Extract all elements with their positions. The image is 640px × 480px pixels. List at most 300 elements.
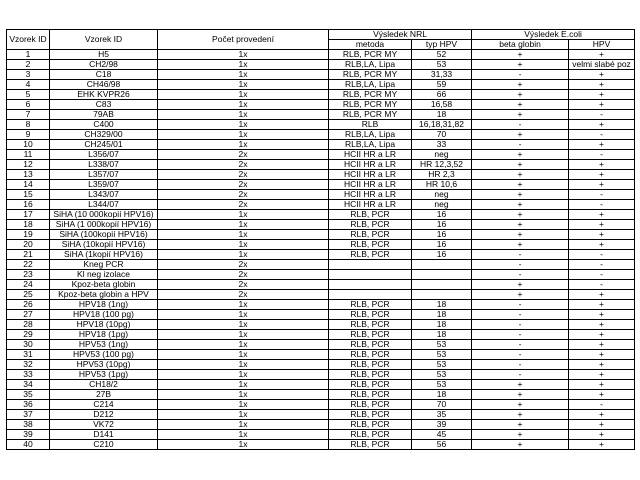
cell-sample-id: 7 bbox=[7, 110, 50, 120]
cell-run-count: 1x bbox=[158, 60, 329, 70]
cell-sample-id: 20 bbox=[7, 240, 50, 250]
cell-sample-id: 37 bbox=[7, 410, 50, 420]
table-row bbox=[7, 150, 635, 160]
cell-hpv-type: neg bbox=[412, 190, 472, 200]
table-row bbox=[7, 260, 635, 270]
table-row bbox=[7, 270, 635, 280]
cell-method: RLB, PCR bbox=[329, 380, 412, 390]
cell-method: RLB,LA, Lipa bbox=[329, 140, 412, 150]
cell-hpv-type: 16 bbox=[412, 220, 472, 230]
cell-sample-id: 10 bbox=[7, 140, 50, 150]
cell-beta-globin: + bbox=[472, 400, 569, 410]
cell-hpv: + bbox=[569, 320, 635, 330]
cell-beta-globin: - bbox=[472, 350, 569, 360]
cell-hpv-type: 52 bbox=[412, 50, 472, 60]
cell-method: RLB,LA, Lipa bbox=[329, 60, 412, 70]
cell-beta-globin: + bbox=[472, 420, 569, 430]
table-row bbox=[7, 160, 635, 170]
cell-method: RLB, PCR MY bbox=[329, 90, 412, 100]
col-header-beta-globin: beta globin bbox=[472, 40, 569, 50]
cell-beta-globin: + bbox=[472, 210, 569, 220]
cell-sample-name: HPV18 (1ng) bbox=[50, 300, 158, 310]
cell-hpv-type: 18 bbox=[412, 320, 472, 330]
cell-sample-id: 22 bbox=[7, 260, 50, 270]
cell-beta-globin: - bbox=[472, 120, 569, 130]
cell-sample-name: Kpoz-beta globin bbox=[50, 280, 158, 290]
cell-hpv: - bbox=[569, 280, 635, 290]
cell-hpv: - bbox=[569, 150, 635, 160]
cell-sample-name: CH46/98 bbox=[50, 80, 158, 90]
cell-run-count: 2x bbox=[158, 290, 329, 300]
cell-hpv-type bbox=[412, 290, 472, 300]
cell-sample-id: 29 bbox=[7, 330, 50, 340]
cell-hpv-type: 18 bbox=[412, 330, 472, 340]
cell-run-count: 1x bbox=[158, 210, 329, 220]
cell-hpv: + bbox=[569, 170, 635, 180]
table-row bbox=[7, 370, 635, 380]
cell-hpv-type: 18 bbox=[412, 300, 472, 310]
cell-method: RLB, PCR bbox=[329, 330, 412, 340]
cell-sample-id: 38 bbox=[7, 420, 50, 430]
cell-method: RLB, PCR bbox=[329, 360, 412, 370]
cell-sample-name: CH245/01 bbox=[50, 140, 158, 150]
cell-sample-name: L343/07 bbox=[50, 190, 158, 200]
cell-method: RLB, PCR bbox=[329, 300, 412, 310]
cell-hpv-type: 53 bbox=[412, 340, 472, 350]
cell-sample-id: 33 bbox=[7, 370, 50, 380]
table-row bbox=[7, 310, 635, 320]
cell-hpv-type: 16,58 bbox=[412, 100, 472, 110]
cell-hpv-type: 16,18,31,82 bbox=[412, 120, 472, 130]
table-row bbox=[7, 190, 635, 200]
cell-method: RLB,LA, Lipa bbox=[329, 130, 412, 140]
cell-hpv-type: neg bbox=[412, 150, 472, 160]
cell-beta-globin: + bbox=[472, 80, 569, 90]
cell-run-count: 1x bbox=[158, 50, 329, 60]
cell-sample-name: L344/07 bbox=[50, 200, 158, 210]
cell-hpv-type bbox=[412, 270, 472, 280]
cell-method: RLB, PCR MY bbox=[329, 100, 412, 110]
cell-method: RLB, PCR bbox=[329, 320, 412, 330]
table-row bbox=[7, 200, 635, 210]
cell-sample-id: 26 bbox=[7, 300, 50, 310]
col-header-sample-id: Vzorek ID bbox=[7, 30, 50, 50]
cell-beta-globin: + bbox=[472, 390, 569, 400]
cell-beta-globin: + bbox=[472, 150, 569, 160]
cell-sample-id: 11 bbox=[7, 150, 50, 160]
cell-run-count: 1x bbox=[158, 240, 329, 250]
cell-sample-id: 40 bbox=[7, 440, 50, 450]
cell-sample-name: L357/07 bbox=[50, 170, 158, 180]
cell-sample-name: EHK KVPR26 bbox=[50, 90, 158, 100]
table-row bbox=[7, 170, 635, 180]
cell-beta-globin: - bbox=[472, 260, 569, 270]
cell-hpv: + bbox=[569, 120, 635, 130]
cell-run-count: 1x bbox=[158, 70, 329, 80]
table-row bbox=[7, 340, 635, 350]
col-header-run-count: Počet provedení bbox=[158, 30, 329, 50]
cell-sample-name: Kneg PCR bbox=[50, 260, 158, 270]
cell-sample-id: 35 bbox=[7, 390, 50, 400]
cell-sample-name: SiHA (100kopií HPV16) bbox=[50, 230, 158, 240]
cell-method: RLB, PCR bbox=[329, 440, 412, 450]
cell-method: RLB,LA, Lipa bbox=[329, 80, 412, 90]
cell-run-count: 1x bbox=[158, 440, 329, 450]
cell-beta-globin: + bbox=[472, 280, 569, 290]
cell-run-count: 1x bbox=[158, 360, 329, 370]
cell-sample-name: C83 bbox=[50, 100, 158, 110]
cell-run-count: 2x bbox=[158, 180, 329, 190]
cell-run-count: 2x bbox=[158, 150, 329, 160]
cell-sample-id: 9 bbox=[7, 130, 50, 140]
cell-sample-id: 18 bbox=[7, 220, 50, 230]
cell-sample-id: 27 bbox=[7, 310, 50, 320]
cell-sample-name: HPV53 (1ng) bbox=[50, 340, 158, 350]
cell-sample-id: 1 bbox=[7, 50, 50, 60]
table-row bbox=[7, 330, 635, 340]
cell-method: RLB, PCR bbox=[329, 410, 412, 420]
cell-hpv: + bbox=[569, 440, 635, 450]
cell-run-count: 1x bbox=[158, 340, 329, 350]
cell-hpv: + bbox=[569, 290, 635, 300]
cell-sample-id: 5 bbox=[7, 90, 50, 100]
cell-sample-id: 39 bbox=[7, 430, 50, 440]
cell-sample-name: SiHA (10 000kopií HPV16) bbox=[50, 210, 158, 220]
cell-method: HCII HR a LR bbox=[329, 170, 412, 180]
cell-beta-globin: + bbox=[472, 440, 569, 450]
cell-sample-name: L338/07 bbox=[50, 160, 158, 170]
cell-method: RLB, PCR bbox=[329, 400, 412, 410]
cell-hpv-type: 59 bbox=[412, 80, 472, 90]
cell-method bbox=[329, 270, 412, 280]
cell-hpv: + bbox=[569, 340, 635, 350]
cell-beta-globin: + bbox=[472, 180, 569, 190]
cell-sample-id: 24 bbox=[7, 280, 50, 290]
cell-method bbox=[329, 260, 412, 270]
cell-sample-id: 36 bbox=[7, 400, 50, 410]
cell-run-count: 1x bbox=[158, 120, 329, 130]
table-row bbox=[7, 50, 635, 60]
cell-beta-globin: + bbox=[472, 430, 569, 440]
cell-hpv: + bbox=[569, 390, 635, 400]
cell-hpv: + bbox=[569, 330, 635, 340]
cell-beta-globin: + bbox=[472, 170, 569, 180]
cell-sample-name: 79AB bbox=[50, 110, 158, 120]
results-table bbox=[6, 29, 635, 450]
cell-hpv-type: 53 bbox=[412, 360, 472, 370]
cell-hpv-type: 16 bbox=[412, 240, 472, 250]
table-row bbox=[7, 90, 635, 100]
cell-hpv-type: 66 bbox=[412, 90, 472, 100]
cell-hpv: + bbox=[569, 240, 635, 250]
cell-hpv: - bbox=[569, 270, 635, 280]
cell-hpv-type: 35 bbox=[412, 410, 472, 420]
cell-sample-name: C400 bbox=[50, 120, 158, 130]
cell-sample-name: Kpoz-beta globin a HPV bbox=[50, 290, 158, 300]
cell-sample-id: 25 bbox=[7, 290, 50, 300]
cell-beta-globin: - bbox=[472, 270, 569, 280]
cell-method: RLB, PCR bbox=[329, 250, 412, 260]
cell-sample-id: 34 bbox=[7, 380, 50, 390]
cell-beta-globin: + bbox=[472, 160, 569, 170]
table-row bbox=[7, 290, 635, 300]
table-row bbox=[7, 440, 635, 450]
cell-hpv-type: 18 bbox=[412, 110, 472, 120]
cell-sample-name: D141 bbox=[50, 430, 158, 440]
cell-hpv: + bbox=[569, 50, 635, 60]
cell-sample-id: 21 bbox=[7, 250, 50, 260]
cell-sample-name: SiHA (1 000kopií HPV16) bbox=[50, 220, 158, 230]
cell-hpv: + bbox=[569, 160, 635, 170]
cell-hpv: - bbox=[569, 200, 635, 210]
cell-sample-name: CH18/2 bbox=[50, 380, 158, 390]
cell-hpv: + bbox=[569, 420, 635, 430]
cell-run-count: 1x bbox=[158, 140, 329, 150]
cell-hpv: + bbox=[569, 100, 635, 110]
table-row bbox=[7, 380, 635, 390]
cell-beta-globin: + bbox=[472, 190, 569, 200]
table-row bbox=[7, 390, 635, 400]
cell-method: RLB, PCR bbox=[329, 220, 412, 230]
table-row bbox=[7, 140, 635, 150]
cell-beta-globin: + bbox=[472, 60, 569, 70]
cell-sample-name: VK72 bbox=[50, 420, 158, 430]
cell-sample-id: 28 bbox=[7, 320, 50, 330]
cell-hpv: + bbox=[569, 180, 635, 190]
col-header-hpv: HPV bbox=[569, 40, 635, 50]
cell-hpv: + bbox=[569, 70, 635, 80]
cell-beta-globin: + bbox=[472, 240, 569, 250]
cell-hpv-type: 39 bbox=[412, 420, 472, 430]
cell-run-count: 1x bbox=[158, 370, 329, 380]
cell-hpv: - bbox=[569, 400, 635, 410]
cell-sample-id: 30 bbox=[7, 340, 50, 350]
cell-sample-id: 13 bbox=[7, 170, 50, 180]
cell-hpv-type bbox=[412, 260, 472, 270]
cell-method: RLB, PCR bbox=[329, 310, 412, 320]
group-header-nrl-result: Výsledek NRL bbox=[329, 30, 472, 40]
cell-sample-id: 6 bbox=[7, 100, 50, 110]
cell-beta-globin: + bbox=[472, 290, 569, 300]
cell-run-count: 2x bbox=[158, 170, 329, 180]
cell-run-count: 1x bbox=[158, 350, 329, 360]
cell-beta-globin: - bbox=[472, 330, 569, 340]
cell-method: RLB, PCR bbox=[329, 240, 412, 250]
cell-hpv-type bbox=[412, 280, 472, 290]
cell-run-count: 1x bbox=[158, 430, 329, 440]
col-header-sample-name: Vzorek ID bbox=[50, 30, 158, 50]
cell-sample-id: 17 bbox=[7, 210, 50, 220]
cell-sample-name: HPV53 (100 pg) bbox=[50, 350, 158, 360]
cell-beta-globin: - bbox=[472, 250, 569, 260]
cell-run-count: 1x bbox=[158, 420, 329, 430]
group-header-ecoli-result: Výsledek E.coli bbox=[472, 30, 635, 40]
cell-sample-name: C210 bbox=[50, 440, 158, 450]
cell-run-count: 1x bbox=[158, 100, 329, 110]
cell-sample-name: CH329/00 bbox=[50, 130, 158, 140]
cell-method: HCII HR a LR bbox=[329, 200, 412, 210]
cell-beta-globin: + bbox=[472, 50, 569, 60]
cell-sample-name: L359/07 bbox=[50, 180, 158, 190]
table-row bbox=[7, 280, 635, 290]
cell-method: RLB bbox=[329, 120, 412, 130]
cell-sample-name: 27B bbox=[50, 390, 158, 400]
cell-sample-name: H5 bbox=[50, 50, 158, 60]
cell-sample-id: 32 bbox=[7, 360, 50, 370]
table-row bbox=[7, 120, 635, 130]
cell-sample-name: HPV53 (1pg) bbox=[50, 370, 158, 380]
cell-sample-id: 3 bbox=[7, 70, 50, 80]
cell-method: RLB, PCR MY bbox=[329, 70, 412, 80]
cell-hpv-type: 53 bbox=[412, 60, 472, 70]
cell-sample-name: SiHA (1kopií HPV16) bbox=[50, 250, 158, 260]
cell-hpv-type: HR 12,3,52 bbox=[412, 160, 472, 170]
cell-run-count: 1x bbox=[158, 230, 329, 240]
cell-run-count: 2x bbox=[158, 200, 329, 210]
cell-sample-id: 15 bbox=[7, 190, 50, 200]
table-row bbox=[7, 110, 635, 120]
table-row bbox=[7, 130, 635, 140]
cell-hpv-type: 70 bbox=[412, 400, 472, 410]
col-header-hpv-type: typ HPV bbox=[412, 40, 472, 50]
cell-beta-globin: - bbox=[472, 340, 569, 350]
cell-run-count: 1x bbox=[158, 380, 329, 390]
cell-method bbox=[329, 290, 412, 300]
table-row bbox=[7, 220, 635, 230]
table-row bbox=[7, 180, 635, 190]
cell-method: RLB, PCR bbox=[329, 210, 412, 220]
cell-method bbox=[329, 280, 412, 290]
cell-sample-name: L356/07 bbox=[50, 150, 158, 160]
cell-method: RLB, PCR bbox=[329, 230, 412, 240]
table-row bbox=[7, 70, 635, 80]
cell-beta-globin: - bbox=[472, 70, 569, 80]
table-header bbox=[7, 30, 635, 50]
cell-beta-globin: + bbox=[472, 230, 569, 240]
cell-method: HCII HR a LR bbox=[329, 160, 412, 170]
cell-method: RLB, PCR bbox=[329, 420, 412, 430]
cell-hpv: + bbox=[569, 350, 635, 360]
cell-hpv: velmi slabé poz bbox=[569, 60, 635, 70]
cell-run-count: 1x bbox=[158, 90, 329, 100]
cell-hpv: + bbox=[569, 430, 635, 440]
cell-hpv-type: 33 bbox=[412, 140, 472, 150]
table-row bbox=[7, 410, 635, 420]
cell-sample-name: SiHA (10kopií HPV16) bbox=[50, 240, 158, 250]
cell-sample-id: 19 bbox=[7, 230, 50, 240]
cell-method: RLB, PCR bbox=[329, 430, 412, 440]
cell-run-count: 1x bbox=[158, 130, 329, 140]
table-row bbox=[7, 210, 635, 220]
cell-hpv-type: HR 10,6 bbox=[412, 180, 472, 190]
cell-hpv: + bbox=[569, 220, 635, 230]
cell-run-count: 2x bbox=[158, 280, 329, 290]
cell-sample-name: HPV18 (100 pg) bbox=[50, 310, 158, 320]
cell-hpv-type: 31,33 bbox=[412, 70, 472, 80]
cell-sample-name: C18 bbox=[50, 70, 158, 80]
cell-sample-name: HPV53 (10pg) bbox=[50, 360, 158, 370]
cell-run-count: 2x bbox=[158, 160, 329, 170]
cell-sample-id: 31 bbox=[7, 350, 50, 360]
cell-hpv-type: 16 bbox=[412, 230, 472, 240]
cell-method: HCII HR a LR bbox=[329, 150, 412, 160]
cell-hpv-type: 18 bbox=[412, 390, 472, 400]
cell-method: HCII HR a LR bbox=[329, 180, 412, 190]
cell-run-count: 1x bbox=[158, 80, 329, 90]
cell-beta-globin: - bbox=[472, 370, 569, 380]
cell-hpv: + bbox=[569, 140, 635, 150]
cell-sample-name: Kl neg izolace bbox=[50, 270, 158, 280]
cell-beta-globin: - bbox=[472, 300, 569, 310]
cell-run-count: 1x bbox=[158, 410, 329, 420]
cell-hpv: - bbox=[569, 250, 635, 260]
cell-sample-name: HPV18 (10pg) bbox=[50, 320, 158, 330]
cell-sample-name: C214 bbox=[50, 400, 158, 410]
cell-hpv-type: 16 bbox=[412, 250, 472, 260]
cell-beta-globin: + bbox=[472, 100, 569, 110]
cell-hpv: + bbox=[569, 410, 635, 420]
cell-hpv-type: 45 bbox=[412, 430, 472, 440]
cell-sample-id: 8 bbox=[7, 120, 50, 130]
cell-run-count: 2x bbox=[158, 190, 329, 200]
table-row bbox=[7, 350, 635, 360]
cell-method: RLB, PCR bbox=[329, 370, 412, 380]
cell-beta-globin: - bbox=[472, 320, 569, 330]
cell-beta-globin: + bbox=[472, 220, 569, 230]
cell-run-count: 1x bbox=[158, 250, 329, 260]
cell-sample-id: 12 bbox=[7, 160, 50, 170]
cell-method: RLB, PCR bbox=[329, 340, 412, 350]
cell-beta-globin: + bbox=[472, 90, 569, 100]
cell-sample-name: CH2/98 bbox=[50, 60, 158, 70]
table-row bbox=[7, 430, 635, 440]
cell-hpv: + bbox=[569, 230, 635, 240]
cell-sample-name: D212 bbox=[50, 410, 158, 420]
cell-hpv-type: 53 bbox=[412, 350, 472, 360]
cell-hpv-type: 70 bbox=[412, 130, 472, 140]
cell-hpv: + bbox=[569, 300, 635, 310]
table-row bbox=[7, 420, 635, 430]
table-row bbox=[7, 300, 635, 310]
cell-beta-globin: - bbox=[472, 360, 569, 370]
cell-sample-id: 4 bbox=[7, 80, 50, 90]
cell-hpv-type: 53 bbox=[412, 380, 472, 390]
cell-run-count: 2x bbox=[158, 270, 329, 280]
cell-beta-globin: + bbox=[472, 110, 569, 120]
table-row bbox=[7, 400, 635, 410]
cell-hpv-type: 56 bbox=[412, 440, 472, 450]
cell-hpv: + bbox=[569, 380, 635, 390]
cell-beta-globin: - bbox=[472, 140, 569, 150]
cell-hpv: - bbox=[569, 110, 635, 120]
cell-hpv: - bbox=[569, 130, 635, 140]
cell-run-count: 1x bbox=[158, 330, 329, 340]
table-row bbox=[7, 80, 635, 90]
cell-beta-globin: + bbox=[472, 380, 569, 390]
cell-run-count: 1x bbox=[158, 390, 329, 400]
table-row bbox=[7, 250, 635, 260]
table-row bbox=[7, 100, 635, 110]
table-row bbox=[7, 240, 635, 250]
cell-hpv: + bbox=[569, 360, 635, 370]
cell-sample-id: 23 bbox=[7, 270, 50, 280]
cell-sample-name: HPV18 (1pg) bbox=[50, 330, 158, 340]
cell-beta-globin: + bbox=[472, 200, 569, 210]
cell-hpv: + bbox=[569, 80, 635, 90]
cell-hpv: + bbox=[569, 310, 635, 320]
cell-hpv: + bbox=[569, 210, 635, 220]
table-row bbox=[7, 60, 635, 70]
